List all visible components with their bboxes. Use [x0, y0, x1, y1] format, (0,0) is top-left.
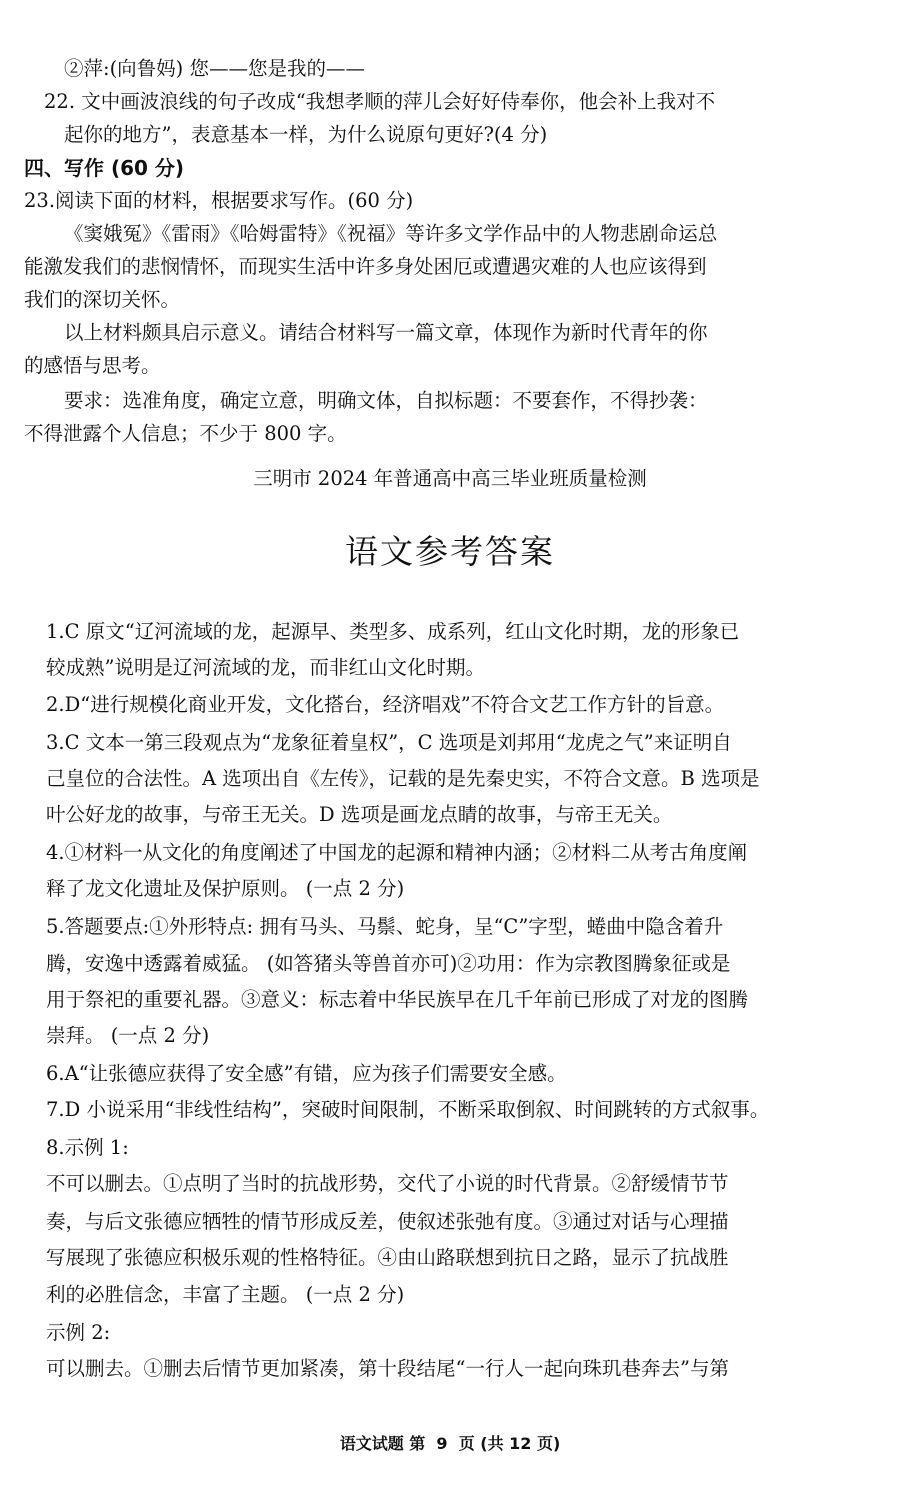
answer-4-line-1: 4.①材料一从文化的角度阐述了中国龙的起源和精神内涵；②材料二从考古角度阐: [46, 841, 748, 864]
answer-1-line-2: 较成熟”说明是辽河流域的龙，而非红山文化时期。: [46, 656, 485, 679]
answer-5-line-2: 腾，安逸中透露着威猛。 (如答猪头等兽首亦可)②功用：作为宗教图腾象征或是: [46, 952, 731, 975]
answer-key-title: 语文参考答案: [345, 532, 555, 571]
answer-2-line-1: 2.D“进行规模化商业开发，文化搭台，经济唱戏”不符合文艺工作方针的旨意。: [46, 693, 725, 716]
answer-8-line-3: 写展现了张德应积极乐观的性格特征。④由山路联想到抗日之路，显示了抗战胜: [46, 1246, 729, 1269]
answer-1-line-1: 1.C 原文“辽河流域的龙，起源早、类型多、成系列，红山文化时期，龙的形象已: [46, 620, 740, 643]
question-23-intro: 23.阅读下面的材料，根据要求写作。(60 分): [24, 189, 414, 212]
answer-7-line-1: 7.D 小说采用“非线性结构”，突破时间限制，不断采取倒叙、时间跳转的方式叙事。: [46, 1098, 770, 1121]
page-footer: 语文试题 第 9 页 (共 12 页): [339, 1434, 561, 1453]
drama-line-ping: ②萍:(向鲁妈) 您——您是我的——: [64, 57, 365, 80]
answer-8-line-2: 奏，与后文张德应牺牲的情节形成反差，使叙述张弛有度。③通过对话与心理描: [46, 1210, 729, 1233]
answer-5-line-4: 崇拜。 (一点 2 分): [46, 1024, 210, 1047]
material-line-2: 能激发我们的悲悯情怀，而现实生活中许多身处困厄或遭遇灾难的人也应该得到: [24, 255, 707, 278]
prompt-line-2: 的感悟与思考。: [24, 354, 161, 377]
material-line-1: 《窦娥冤》《雷雨》《哈姆雷特》《祝福》等许多文学作品中的人物悲剧命运总: [64, 222, 718, 245]
requirement-line-1: 要求：选准角度，确定立意，明确文体，自拟标题：不要套作，不得抄袭：: [64, 389, 708, 412]
answer-3-line-2: 己皇位的合法性。A 选项出自《左传》，记载的是先秦史实，不符合文意。B 选项是: [46, 767, 760, 790]
material-line-3: 我们的深切关怀。: [24, 288, 181, 311]
answer-8-example-1-label: 8.示例 1:: [46, 1136, 129, 1159]
answer-5-line-3: 用于祭祀的重要礼器。③意义：标志着中华民族早在几千年前已形成了对龙的图腾: [46, 988, 749, 1011]
answer-6-line-1: 6.A“让张德应获得了安全感”有错，应为孩子们需要安全感。: [46, 1062, 567, 1085]
prompt-line-1: 以上材料颇具启示意义。请结合材料写一篇文章，体现作为新时代青年的你: [64, 321, 708, 344]
question-22-line-2: 起你的地方”，表意基本一样，为什么说原句更好?(4 分): [64, 123, 548, 146]
answer-8-line-4: 利的必胜信念，丰富了主题。 (一点 2 分): [46, 1283, 405, 1306]
section-4-heading: 四、写作 (60 分): [24, 156, 185, 180]
answer-8-line-1: 不可以删去。①点明了当时的抗战形势，交代了小说的时代背景。②舒缓情节节: [46, 1172, 729, 1195]
answer-8-line-5: 可以删去。①删去后情节更加紧凑，第十段结尾“一行人一起向珠玑巷奔去”与第: [46, 1357, 729, 1380]
answer-3-line-3: 叶公好龙的故事，与帝王无关。D 选项是画龙点睛的故事，与帝王无关。: [46, 803, 673, 826]
answer-8-example-2-label: 示例 2:: [46, 1321, 111, 1344]
answer-5-line-1: 5.答题要点:①外形特点: 拥有马头、马鬃、蛇身，呈“C”字型，蜷曲中隐含着升: [46, 915, 724, 938]
answer-3-line-1: 3.C 文本一第三段观点为“龙象征着皇权”，C 选项是刘邦用“龙虎之气”来证明自: [46, 731, 732, 754]
exam-name: 三明市 2024 年普通高中高三毕业班质量检测: [253, 467, 647, 490]
answer-4-line-2: 释了龙文化遗址及保护原则。 (一点 2 分): [46, 877, 405, 900]
question-22-line-1: 22. 文中画波浪线的句子改成“我想孝顺的萍儿会好好侍奉你，他会补上我对不: [44, 90, 716, 113]
requirement-line-2: 不得泄露个人信息；不少于 800 字。: [24, 422, 347, 445]
